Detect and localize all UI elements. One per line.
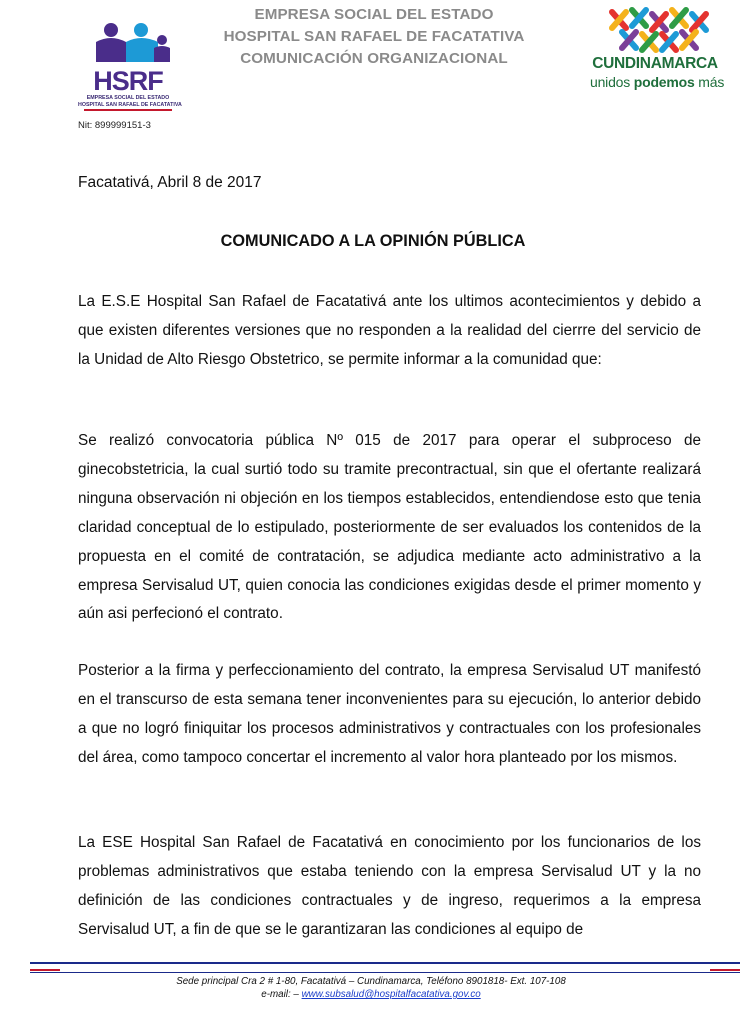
header-org-line2: HOSPITAL SAN RAFAEL DE FACATATIVA (223, 28, 525, 45)
footer-divider (30, 962, 740, 974)
document-title: COMUNICADO A LA OPINIÓN PÚBLICA (220, 232, 526, 250)
slogan-part3: más (694, 74, 725, 90)
header-org-line3: COMUNICACIÓN ORGANIZACIONAL (240, 50, 508, 67)
footer-contact (0, 989, 742, 1000)
paragraph-4: La ESE Hospital San Rafael de Facatativá en conocimiento por los funcionarios de los problemas administrativos que estaba teniendo con la empresa Servisalud UT y la no definición de las condiciones contractuales y de ingreso, requerimos a la empresa Servisalud UT, a fin de que se le garantizaran las condiciones al equipo de (78, 834, 701, 938)
hospital-logo-sub1: EMPRESA SOCIAL DEL ESTADO (86, 95, 170, 101)
nit-number: Nit: 899999151-3 (78, 120, 151, 131)
hospital-logo-underline (84, 109, 172, 111)
cundinamarca-name: CUNDINAMARCA (592, 55, 718, 72)
document-date: Facatativá, Abril 8 de 2017 (78, 174, 262, 191)
footer-email-link[interactable]: www.subsalud@hospitalfacatativa.gov.co (301, 989, 481, 1000)
hospital-logo-sub2: HOSPITAL SAN RAFAEL DE FACATATIVA (78, 102, 182, 108)
hospital-logo (78, 18, 182, 118)
cundinamarca-slogan (590, 74, 725, 90)
footer-address: Sede principal Cra 2 # 1-80, Facatativá – Cundinamarca, Teléfono 8901818- Ext. 107-108 (176, 976, 566, 987)
paragraph-2: Se realizó convocatoria pública Nº 015 de 2017 para operar el subproceso de ginecobstetricia, la cual surtió todo su tramite precontractual, sin que el ofertante realizará ninguna observación ni objeción en los tiempos establecidos, entendiendose esto que tenia claridad conceptual de lo estipulado, posteriormente de ser evaluados los contenidos de la propuesta en el comité de contratación, se adjudica mediante acto administrativo a la empresa Servisalud UT, quien conocia las condiciones exigidas desde el primer momento y aún asi perfecionó el contrato. (78, 432, 701, 623)
footer-email-label: e-mail: – (261, 989, 302, 1000)
hospital-logo-graphic (78, 18, 178, 98)
slogan-part1: unidos (590, 74, 634, 90)
paragraph-1: La E.S.E Hospital San Rafael de Facatativá ante los ultimos acontecimientos y debido a que existen diferentes versiones que no responden a la realidad del cierrre del servicio de la Unidad de Alto Riesgo Obstetrico, se permite informar a la comunidad que: (78, 293, 701, 368)
cundinamarca-logo-graphic (590, 4, 720, 54)
cundinamarca-logo (590, 4, 725, 94)
header-org-line1: EMPRESA SOCIAL DEL ESTADO (254, 6, 494, 23)
slogan-part2: podemos (633, 74, 695, 90)
paragraph-3: Posterior a la firma y perfeccionamiento del contrato, la empresa Servisalud UT manifestó en el transcurso de esta semana tener inconvenientes para su ejecución, lo anterior debido a que no logró finiquitar los procesos administrativos y contractuales con los profesionales del área, como tampoco concertar el incremento al valor hora planteado por los mismos. (78, 662, 701, 766)
hospital-logo-letters: HSRF (93, 66, 163, 96)
